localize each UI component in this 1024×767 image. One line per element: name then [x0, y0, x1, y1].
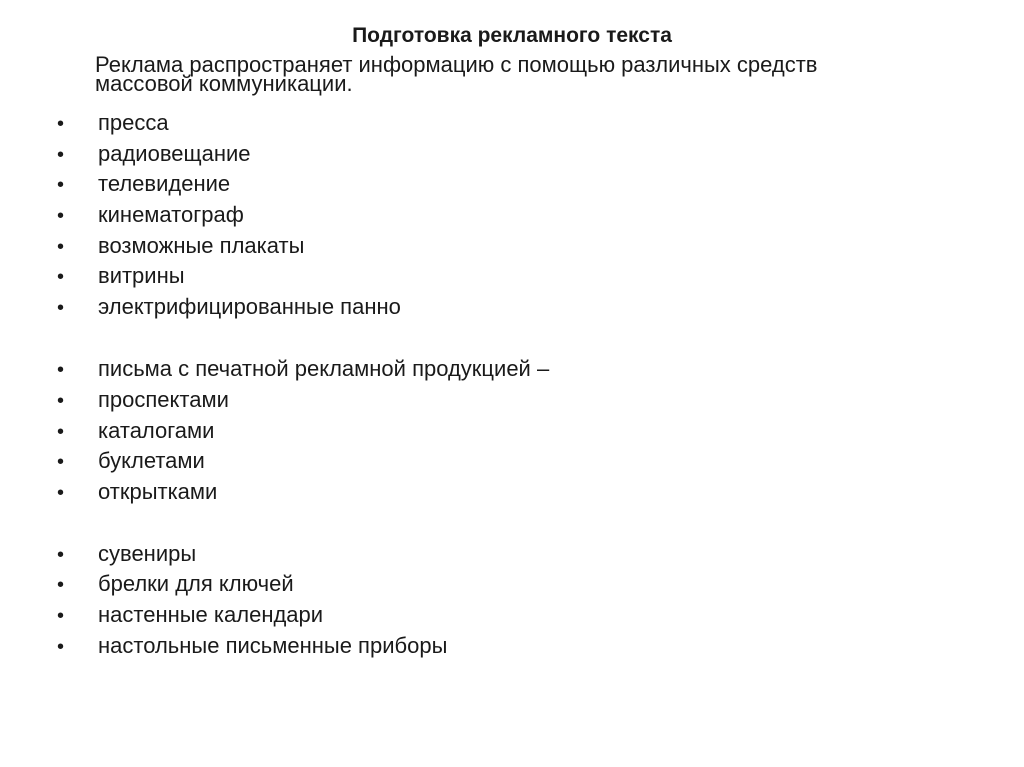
bullet-icon: •	[57, 605, 65, 627]
intro-line-1: Реклама распространяет информацию с помощью различных средств	[95, 52, 818, 77]
list-item-text: каталогами	[98, 418, 215, 443]
list-item-text: буклетами	[98, 448, 205, 473]
list-item	[57, 294, 401, 320]
bullet-icon: •	[57, 144, 65, 166]
bullet-icon: •	[57, 636, 65, 658]
bullet-icon: •	[57, 113, 65, 135]
list-item	[57, 418, 214, 444]
list-item	[57, 263, 185, 289]
list-item-text: электрифицированные панно	[98, 294, 401, 319]
list-item	[57, 202, 244, 228]
list-item	[57, 141, 251, 167]
bullet-icon: •	[57, 544, 65, 566]
bullet-icon: •	[57, 174, 65, 196]
list-item	[57, 110, 169, 136]
bullet-icon: •	[57, 359, 65, 381]
intro-line-2: массовой коммуникации.	[95, 71, 353, 96]
list-item	[57, 171, 230, 197]
bullet-icon: •	[57, 451, 65, 473]
list-item	[57, 387, 229, 413]
bullet-icon: •	[57, 390, 65, 412]
list-item-text: радиовещание	[98, 141, 251, 166]
list-item-text: кинематограф	[98, 202, 244, 227]
list-item-text: открытками	[98, 479, 218, 504]
list-item-text: витрины	[98, 263, 185, 288]
list-item-text: сувениры	[98, 541, 197, 566]
list-item	[57, 541, 196, 567]
bullet-icon: •	[57, 297, 65, 319]
list-item-text: телевидение	[98, 171, 231, 196]
bullet-icon: •	[57, 236, 65, 258]
list-item-text: письма с печатной рекламной продукцией –	[98, 356, 550, 381]
bullet-icon: •	[57, 482, 65, 504]
list-item	[57, 356, 549, 382]
list-item	[57, 233, 304, 259]
bullet-icon: •	[57, 574, 65, 596]
list-item	[57, 602, 323, 628]
list-item-text: проспектами	[98, 387, 229, 412]
list-item	[57, 479, 217, 505]
list-item-text: настенные календари	[98, 602, 324, 627]
list-item	[57, 633, 447, 659]
list-item-text: возможные плакаты	[98, 233, 305, 258]
bullet-icon: •	[57, 421, 65, 443]
list-item	[57, 448, 205, 474]
bullet-icon: •	[57, 205, 65, 227]
list-item-text: настольные письменные приборы	[98, 633, 448, 658]
list-item-text: брелки для ключей	[98, 571, 294, 596]
bullet-icon: •	[57, 266, 65, 288]
slide-title: Подготовка рекламного текста	[352, 24, 672, 47]
list-item-text: пресса	[98, 110, 169, 135]
list-item	[57, 571, 294, 597]
